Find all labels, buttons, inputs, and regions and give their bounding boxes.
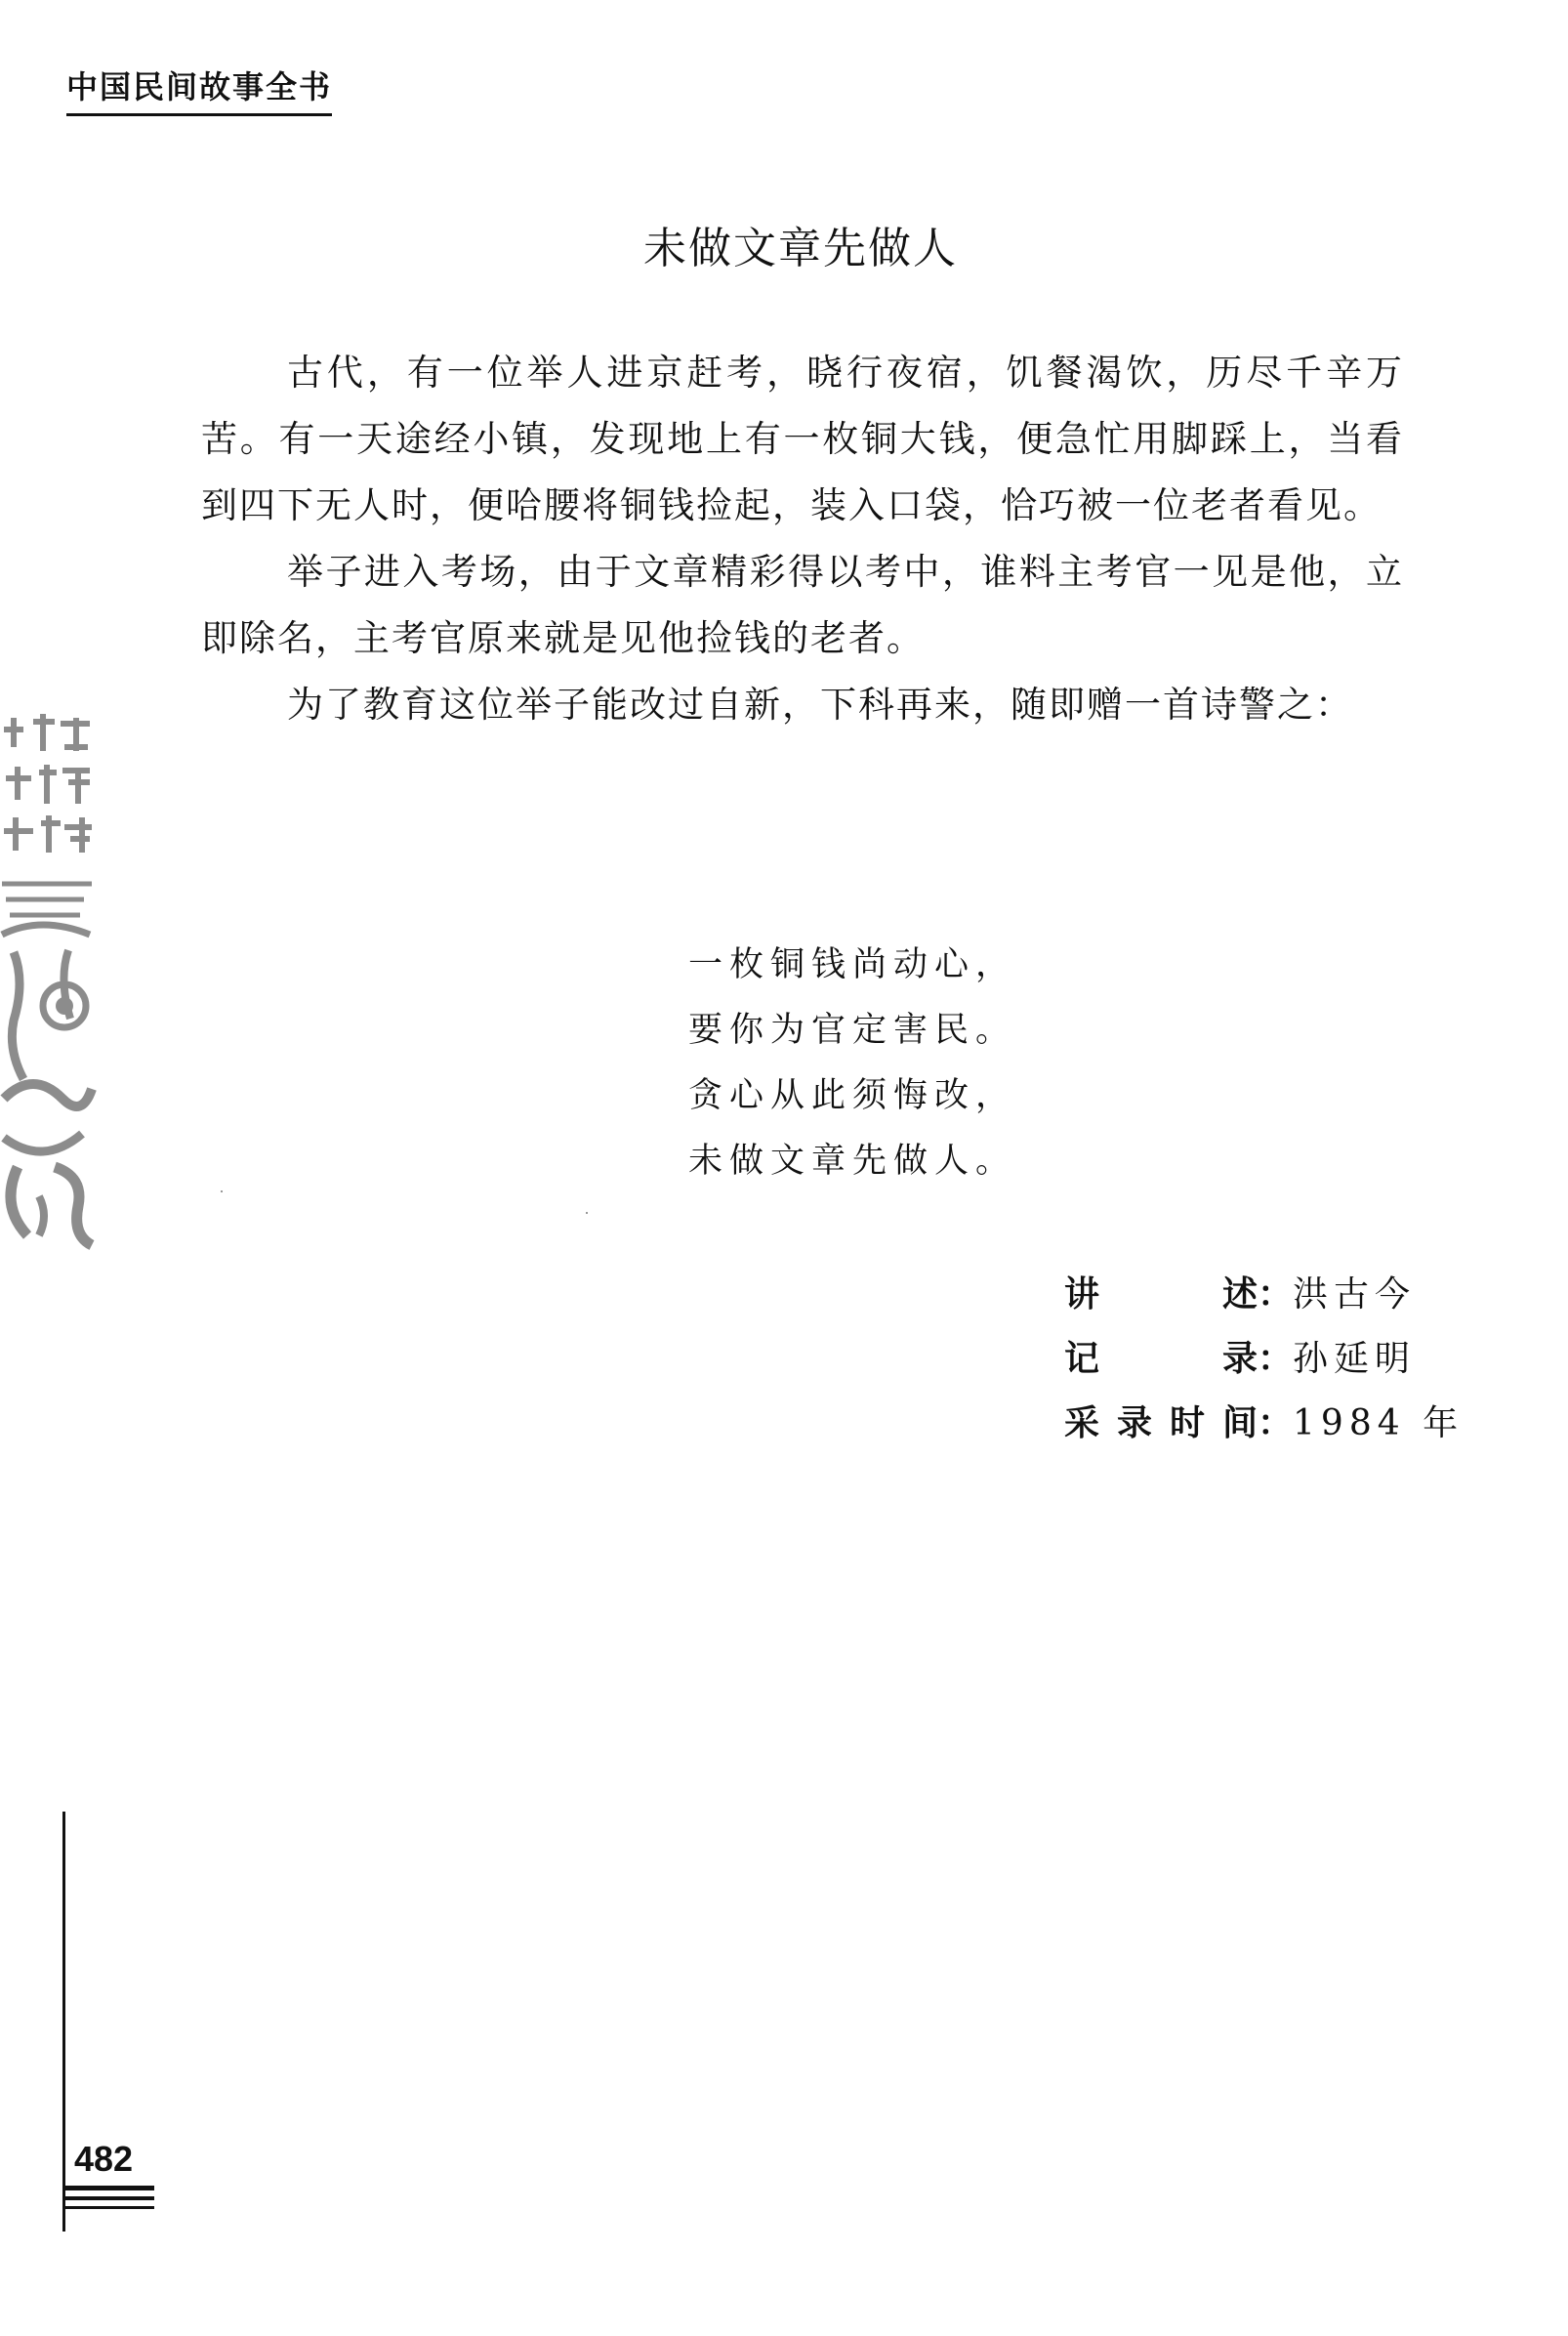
folio-rule [64, 2206, 154, 2209]
credit-colon: ： [1258, 1403, 1294, 1443]
credit-colon: ： [1258, 1274, 1294, 1314]
credits [1064, 1263, 1464, 1456]
story-paragraph: 古代，有一位举人进京赶考，晓行夜宿，饥餐渴饮，历尽千辛万苦。有一天途经小镇，发现地上有一枚铜大钱，便急忙用脚踩上，当看到四下无人时，便哈腰将铜钱捡起，装入口袋，恰巧被一位老者看见。 [201, 352, 1404, 526]
margin-rule [62, 1812, 65, 2232]
story-title: 未做文章先做人 [643, 224, 958, 273]
credit-value: 洪古今 [1293, 1274, 1417, 1314]
credit-value: 1984 年 [1293, 1403, 1465, 1443]
credit-label: 记录 [1064, 1339, 1258, 1379]
credit-colon: ： [1258, 1339, 1294, 1379]
poem-line: 贪心从此须悔改， [688, 1076, 1017, 1115]
credit-label: 讲述 [1064, 1274, 1258, 1314]
story-paragraph: 为了教育这位举子能改过自新，下科再来，随即赠一首诗警之： [287, 684, 1353, 726]
page-number: 482 [74, 2139, 134, 2179]
folio-rule [64, 2186, 154, 2190]
print-speck [586, 1212, 588, 1214]
story-body [201, 340, 1404, 738]
credit-value: 孙延明 [1293, 1339, 1417, 1379]
folio-rule [64, 2196, 154, 2200]
credit-date [1064, 1392, 1464, 1456]
story-paragraph: 举子进入考场，由于文章精彩得以考中，谁料主考官一见是他，立即除名，主考官原来就是见他捡钱的老者。 [201, 551, 1404, 659]
poem-line: 未做文章先做人。 [688, 1142, 1017, 1181]
poem-line: 要你为官定害民。 [688, 1011, 1017, 1050]
folk-mask-ornament-icon [0, 708, 98, 1294]
credit-label: 采录时间 [1064, 1403, 1258, 1443]
print-speck [221, 1190, 223, 1192]
credit-narrator [1064, 1263, 1464, 1327]
running-head: 中国民间故事全书 [66, 63, 332, 116]
poem [688, 933, 1016, 1194]
poem-line: 一枚铜钱尚动心， [688, 945, 1017, 984]
credit-recorder [1064, 1327, 1464, 1392]
